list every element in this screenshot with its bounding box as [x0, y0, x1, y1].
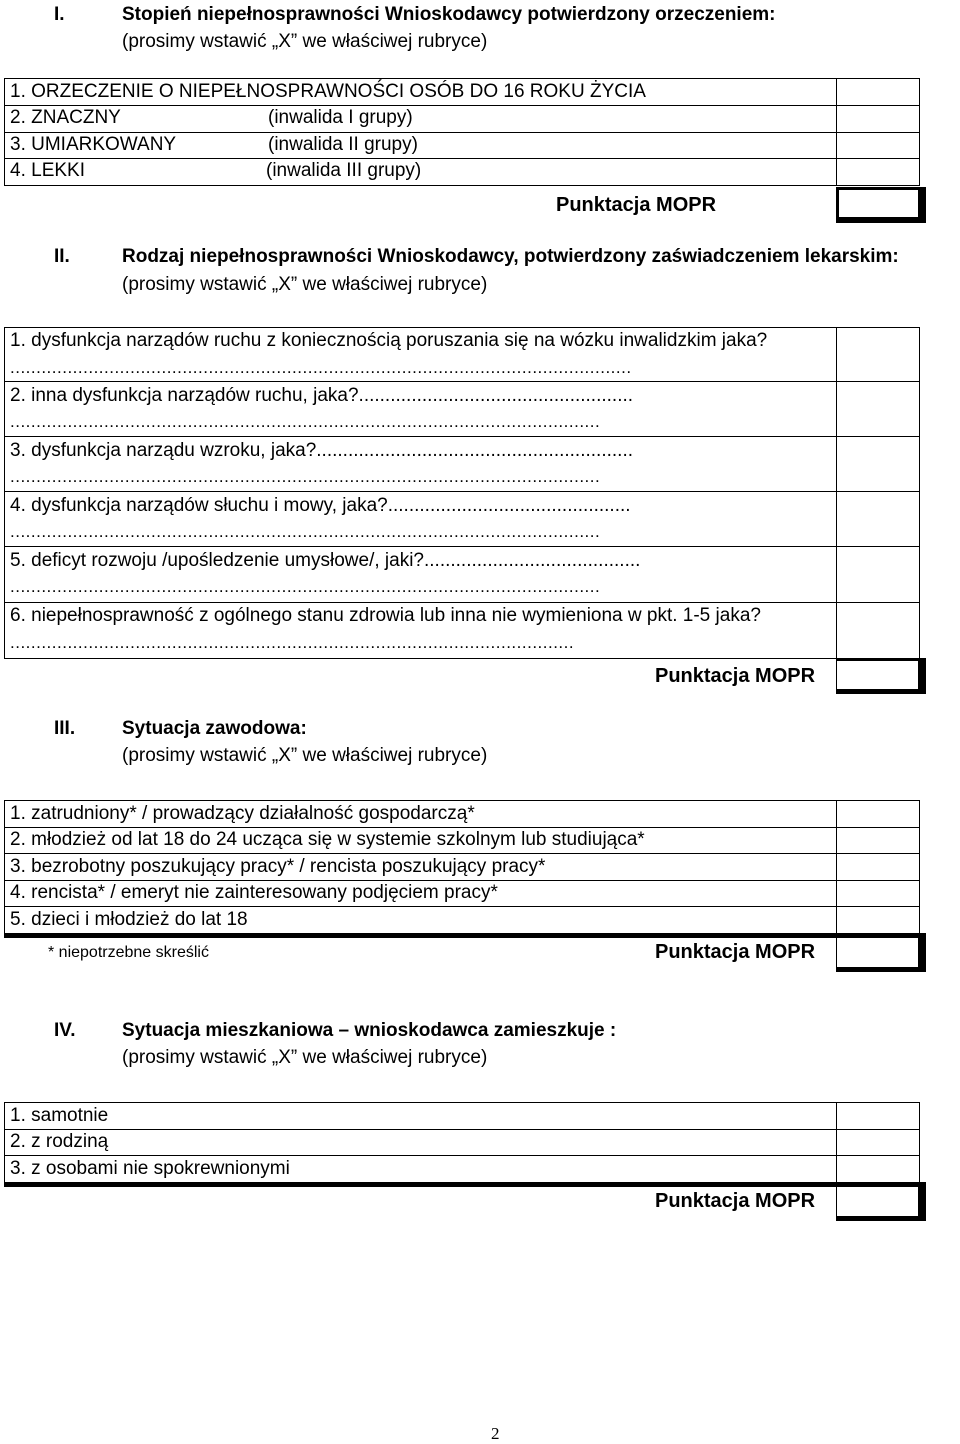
section-1-number: I.: [54, 4, 65, 25]
score-field[interactable]: [836, 1185, 926, 1221]
table-row: 3. dysfunkcja narządu wzroku, jaka?............................................................: [10, 440, 634, 461]
section-4-number: IV.: [54, 1020, 76, 1041]
table-row: 1. dysfunkcja narządów ruchu z koniecznością poruszania się na wózku inwalidzkim jaka?: [10, 330, 768, 351]
score-field[interactable]: [836, 936, 926, 972]
table-row: 6. niepełnosprawność z ogólnego stanu zdrowia lub inna nie wymieniona w pkt. 1-5 jaka?: [10, 605, 761, 626]
checkbox-cell[interactable]: [837, 1130, 919, 1155]
table-row: 1. zatrudniony* / prowadzący działalność gospodarczą*: [10, 803, 475, 824]
table-row: 3. z osobami nie spokrewnionymi: [10, 1158, 290, 1179]
table-row-dots: .................................................................................................................: [10, 577, 601, 596]
table-row: 4. dysfunkcja narządów słuchu i mowy, jaka?..............................................: [10, 495, 631, 516]
section-2-title: Rodzaj niepełnosprawności Wnioskodawcy, potwierdzony zaświadczeniem lekarskim:: [122, 246, 899, 267]
table-row-dots: .................................................................................................................: [10, 467, 601, 486]
score-label: Punktacja MOPR: [655, 1190, 816, 1212]
footnote: * niepotrzebne skreślić: [48, 944, 209, 961]
table-row: 2. ZNACZNY: [10, 107, 121, 128]
table-row: 5. deficyt rozwoju /upośledzenie umysłowe/, jaki?.........................................: [10, 550, 641, 571]
table-row: 2. młodzież od lat 18 do 24 ucząca się w systemie szkolnym lub studiująca*: [10, 829, 645, 850]
table-row: 1. samotnie: [10, 1105, 109, 1126]
table-row: 2. inna dysfunkcja narządów ruchu, jaka?....................................................: [10, 385, 634, 406]
table-row: 4. LEKKI: [10, 160, 85, 181]
checkbox-cell[interactable]: [837, 801, 919, 827]
table-row-extra: (inwalida III grupy): [266, 160, 422, 181]
table-row-extra: (inwalida II grupy): [268, 134, 418, 155]
checkbox-cell[interactable]: [837, 854, 919, 880]
checkbox-cell[interactable]: [837, 106, 919, 132]
table-row-extra: (inwalida I grupy): [268, 107, 413, 128]
score-label: Punktacja MOPR: [655, 665, 816, 687]
section-4-title: Sytuacja mieszkaniowa – wnioskodawca zamieszkuje :: [122, 1020, 617, 1041]
score-field[interactable]: [836, 187, 926, 223]
score-label: Punktacja MOPR: [655, 941, 816, 963]
checkbox-cell[interactable]: [837, 1103, 919, 1129]
section-4-note: (prosimy wstawić „X” we właściwej rubryce): [122, 1047, 488, 1068]
checkbox-cell[interactable]: [837, 828, 919, 853]
table-row-dots: .................................................................................................................: [10, 522, 601, 541]
table-row: 3. UMIARKOWANY: [10, 134, 177, 155]
checkbox-cell[interactable]: [837, 437, 919, 491]
table-row-dots: .................................................................................................................: [10, 412, 601, 431]
section-1-title: Stopień niepełnosprawności Wnioskodawcy potwierdzony orzeczeniem:: [122, 4, 776, 25]
checkbox-cell[interactable]: [837, 603, 919, 658]
table-row: 4. rencista* / emeryt nie zainteresowany podjęciem pracy*: [10, 882, 498, 903]
table-row: 1. ORZECZENIE O NIEPEŁNOSPRAWNOŚCI OSÓB DO 16 ROKU ŻYCIA: [10, 81, 646, 102]
page-number: 2: [491, 1424, 500, 1443]
section-2-number: II.: [54, 246, 70, 267]
table-row-dots: .......................................................................................................................: [10, 358, 632, 377]
checkbox-cell[interactable]: [837, 159, 919, 185]
section-3-number: III.: [54, 718, 76, 739]
checkbox-cell[interactable]: [837, 547, 919, 602]
checkbox-cell[interactable]: [837, 133, 919, 158]
score-label: Punktacja MOPR: [556, 194, 717, 216]
checkbox-cell[interactable]: [837, 1156, 919, 1182]
section-2-note: (prosimy wstawić „X” we właściwej rubryce): [122, 274, 488, 295]
table-row: 2. z rodziną: [10, 1131, 109, 1152]
section-3-title: Sytuacja zawodowa:: [122, 718, 307, 739]
table-row: 3. bezrobotny poszukujący pracy* / rencista poszukujący pracy*: [10, 856, 546, 877]
checkbox-cell[interactable]: [837, 79, 919, 105]
checkbox-cell[interactable]: [837, 382, 919, 436]
checkbox-cell[interactable]: [837, 328, 919, 381]
table-row: 5. dzieci i młodzież do lat 18: [10, 909, 248, 930]
section-1-note: (prosimy wstawić „X” we właściwej rubryce): [122, 31, 488, 52]
section-3-note: (prosimy wstawić „X” we właściwej rubryce): [122, 745, 488, 766]
table-row-dots: ............................................................................................................: [10, 633, 575, 652]
checkbox-cell[interactable]: [837, 492, 919, 546]
score-field[interactable]: [836, 658, 926, 694]
checkbox-cell[interactable]: [837, 907, 919, 933]
checkbox-cell[interactable]: [837, 881, 919, 906]
